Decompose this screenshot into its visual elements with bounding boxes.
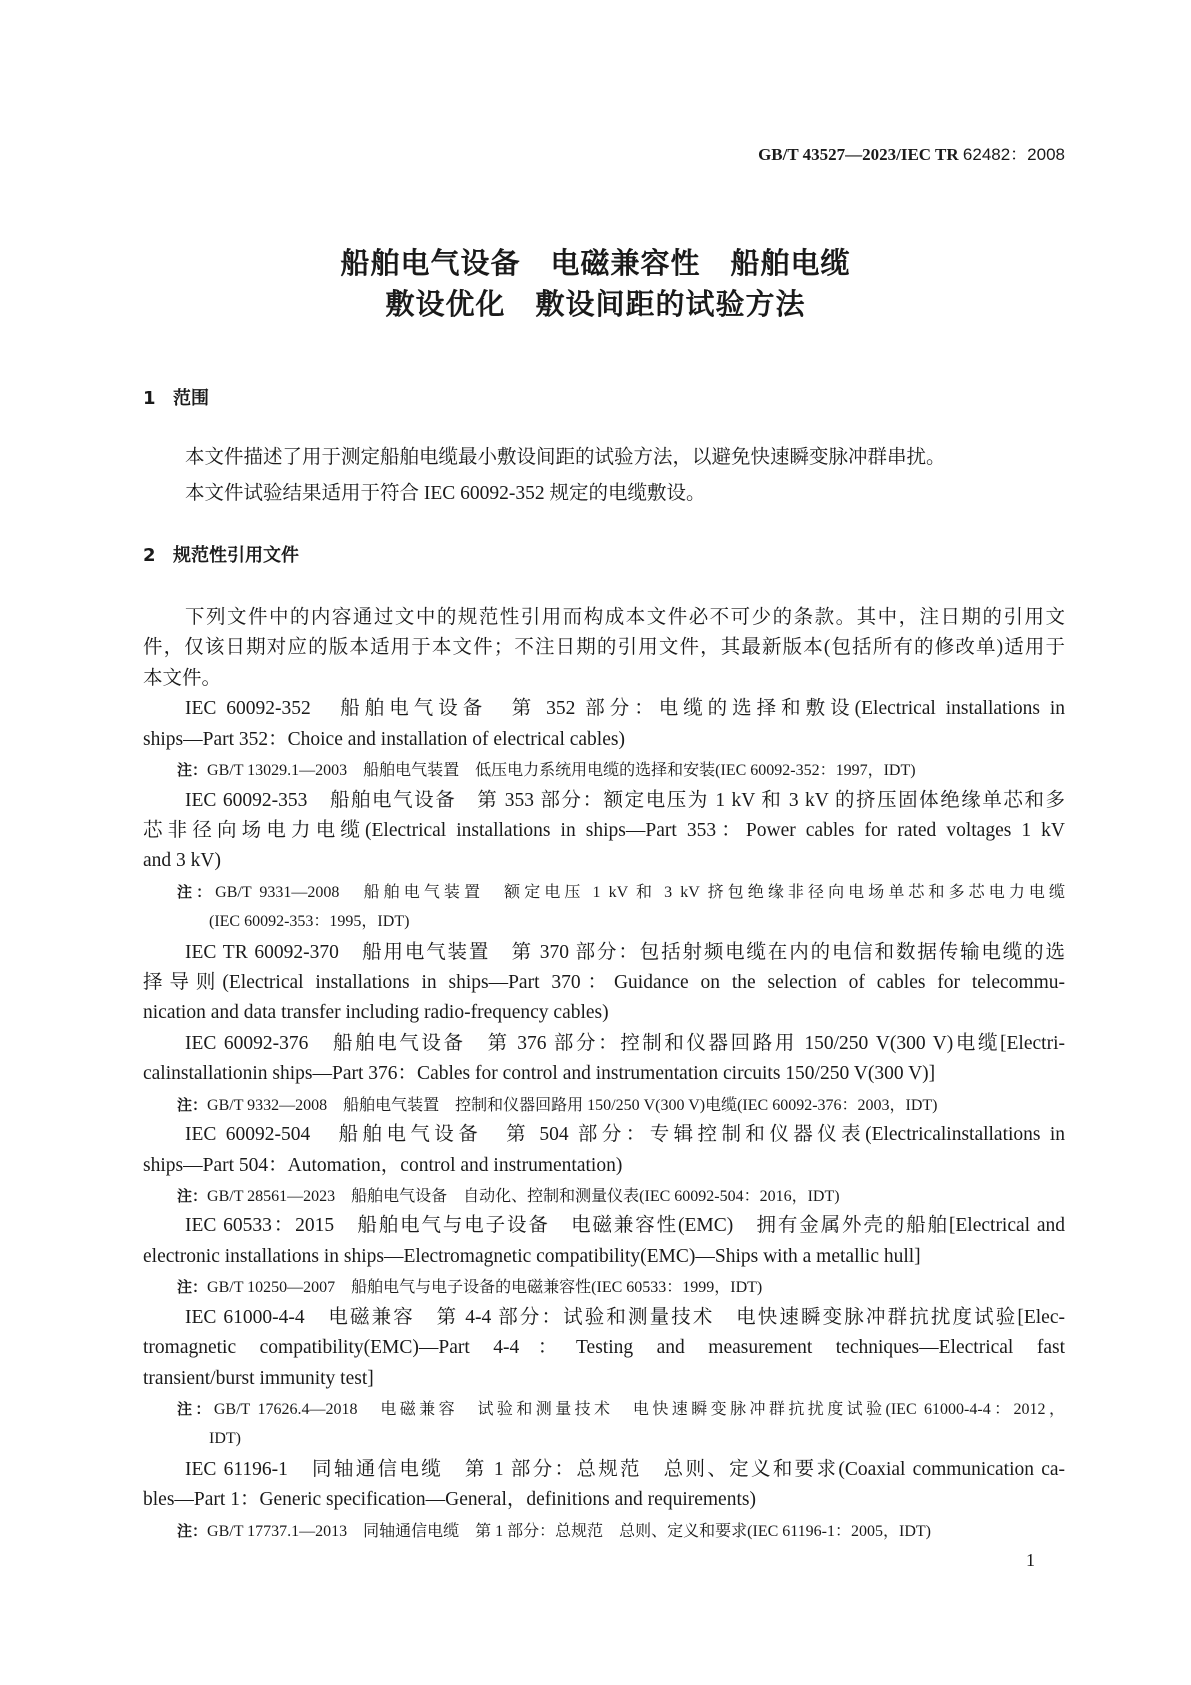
- section-number: 2: [143, 545, 156, 566]
- section-title: 范围: [173, 388, 209, 409]
- reference-entry: [143, 1303, 1065, 1455]
- note-text: (IEC 60092-353：1995，IDT): [209, 913, 410, 931]
- reference-line: transient/burst immunity test]: [143, 1367, 374, 1389]
- reference-line: IEC 60092-352 船舶电气设备 第 352 部分：电缆的选择和敷设(Electrical installations in: [185, 698, 1065, 720]
- reference-line: IEC 60533：2015 船舶电气与电子设备 电磁兼容性(EMC) 拥有金属外壳的船舶[Electrical and: [185, 1215, 1065, 1237]
- note-label: 注：: [177, 1521, 208, 1540]
- scope-paragraph: 本文件试验结果适用于符合 IEC 60092-352 规定的电缆敷设。: [185, 483, 706, 504]
- reference-line: IEC 60092-504 船舶电气设备 第 504 部分：专辑控制和仪器仪表(Electricalinstallations in: [185, 1124, 1065, 1146]
- reference-entry: [143, 694, 1065, 785]
- note-label: 注：: [177, 1187, 208, 1206]
- scope-paragraph: 本文件描述了用于测定船舶电缆最小敷设间距的试验方法，以避免快速瞬变脉冲群串扰。: [185, 447, 946, 468]
- reference-line: calinstallationin ships—Part 376：Cables for control and instrumentation circuits 150/250 V(300 V)]: [143, 1063, 936, 1085]
- reference-note: [143, 1181, 1065, 1211]
- reference-line: IEC 60092-353 船舶电气设备 第 353 部分：额定电压为 1 kV 和 3 kV 的挤压固体绝缘单芯和多: [185, 789, 1065, 811]
- reference-entry: [143, 1029, 1065, 1120]
- note-text: GB/T 13029.1—2003 船舶电气装置 低压电力系统用电缆的选择和安装(IEC 60092-352：1997，IDT): [207, 762, 916, 780]
- reference-line: IEC TR 60092-370 船用电气装置 第 370 部分：包括射频电缆在内的电信和数据传输电缆的选: [185, 941, 1065, 963]
- reference-entry: [143, 1120, 1065, 1211]
- reference-entry: [143, 1455, 1065, 1546]
- note-text: GB/T 17626.4—2018 电磁兼容 试验和测量技术 电快速瞬变脉冲群抗扰度试验(IEC 61000-4-4：2012，: [213, 1400, 1065, 1418]
- reference-line: ships—Part 504：Automation，control and instrumentation): [143, 1154, 623, 1176]
- note-text: IDT): [209, 1430, 241, 1448]
- reference-line: electronic installations in ships—Electromagnetic compatibility(EMC)—Ships with a metallic hull]: [143, 1245, 921, 1267]
- reference-note: [143, 877, 1065, 907]
- reference-entry: [143, 938, 1065, 1029]
- intro-paragraph-line: 本文件。: [143, 667, 222, 689]
- note-text: GB/T 9331—2008 船舶电气装置 额定电压 1 kV 和 3 kV 挤包绝缘非径向电场单芯和多芯电力电缆: [215, 883, 1065, 901]
- reference-line: ships—Part 352：Choice and installation of electrical cables): [143, 728, 625, 750]
- reference-line: nication and data transfer including radio-frequency cables): [143, 1002, 609, 1024]
- document-title-line-2: 敷设优化 敷设间距的试验方法: [385, 287, 806, 321]
- reference-note: [143, 907, 1065, 937]
- note-text: GB/T 17737.1—2013 同轴通信电缆 第 1 部分：总规范 总则、定义和要求(IEC 61196-1：2005，IDT): [207, 1522, 931, 1540]
- note-label: 注：: [177, 1399, 214, 1418]
- section-1-heading: [143, 384, 209, 410]
- reference-note: [143, 1516, 1065, 1546]
- reference-line: tromagnetic compatibility(EMC)—Part 4-4：Testing and measurement techniques—Electrical fast: [143, 1337, 1065, 1359]
- section-title: 规范性引用文件: [173, 545, 299, 566]
- reference-line: bles—Part 1：Generic specification—General，definitions and requirements): [143, 1489, 756, 1511]
- note-label: 注：: [177, 1278, 208, 1297]
- section-2-heading: [143, 541, 299, 567]
- section-number: 1: [143, 388, 156, 409]
- reference-line: 芯非径向场电力电缆(Electrical installations in ships—Part 353：Power cables for rated voltages 1 kV: [143, 819, 1065, 841]
- page-number: 1: [1026, 1550, 1035, 1570]
- note-label: 注：: [177, 882, 216, 901]
- header-standard-code: GB/T 43527—2023/IEC TR: [758, 145, 963, 164]
- document-title-line-1: 船舶电气设备 电磁兼容性 船舶电缆: [340, 246, 851, 280]
- reference-note: [143, 1090, 1065, 1120]
- note-label: 注：: [177, 1095, 208, 1114]
- normative-references: [143, 603, 1065, 1546]
- header-standard-number: 62482：2008: [962, 145, 1065, 164]
- note-text: GB/T 28561—2023 船舶电气设备 自动化、控制和测量仪表(IEC 60092-504：2016，IDT): [207, 1188, 840, 1206]
- document-header: [758, 140, 1065, 165]
- reference-entry: [143, 786, 1065, 938]
- reference-entry: [143, 1211, 1065, 1302]
- note-label: 注：: [177, 761, 208, 780]
- note-text: GB/T 10250—2007 船舶电气与电子设备的电磁兼容性(IEC 60533：1999，IDT): [207, 1279, 763, 1297]
- intro-paragraph-line: 下列文件中的内容通过文中的规范性引用而构成本文件必不可少的条款。其中，注日期的引用文: [185, 607, 1065, 628]
- reference-note: [143, 755, 1065, 785]
- reference-line: and 3 kV): [143, 850, 221, 872]
- intro-paragraph-line: 件，仅该日期对应的版本适用于本文件；不注日期的引用文件，其最新版本(包括所有的修改单)适用于: [143, 637, 1065, 659]
- reference-line: IEC 60092-376 船舶电气设备 第 376 部分：控制和仪器回路用 150/250 V(300 V)电缆[Electri-: [185, 1032, 1065, 1054]
- scope-paragraphs: [143, 443, 1065, 509]
- reference-note: [143, 1272, 1065, 1302]
- reference-line: IEC 61000-4-4 电磁兼容 第 4-4 部分：试验和测量技术 电快速瞬变脉冲群抗扰度试验[Elec-: [185, 1306, 1065, 1328]
- reference-line: IEC 61196-1 同轴通信电缆 第 1 部分：总规范 总则、定义和要求(Coaxial communication ca-: [185, 1458, 1065, 1480]
- reference-note: [143, 1424, 1065, 1454]
- reference-line: 择导则(Electrical installations in ships—Part 370：Guidance on the selection of cables for telecommu-: [143, 972, 1065, 994]
- reference-note: [143, 1394, 1065, 1424]
- note-text: GB/T 9332—2008 船舶电气装置 控制和仪器回路用 150/250 V(300 V)电缆(IEC 60092-376：2003，IDT): [207, 1096, 938, 1114]
